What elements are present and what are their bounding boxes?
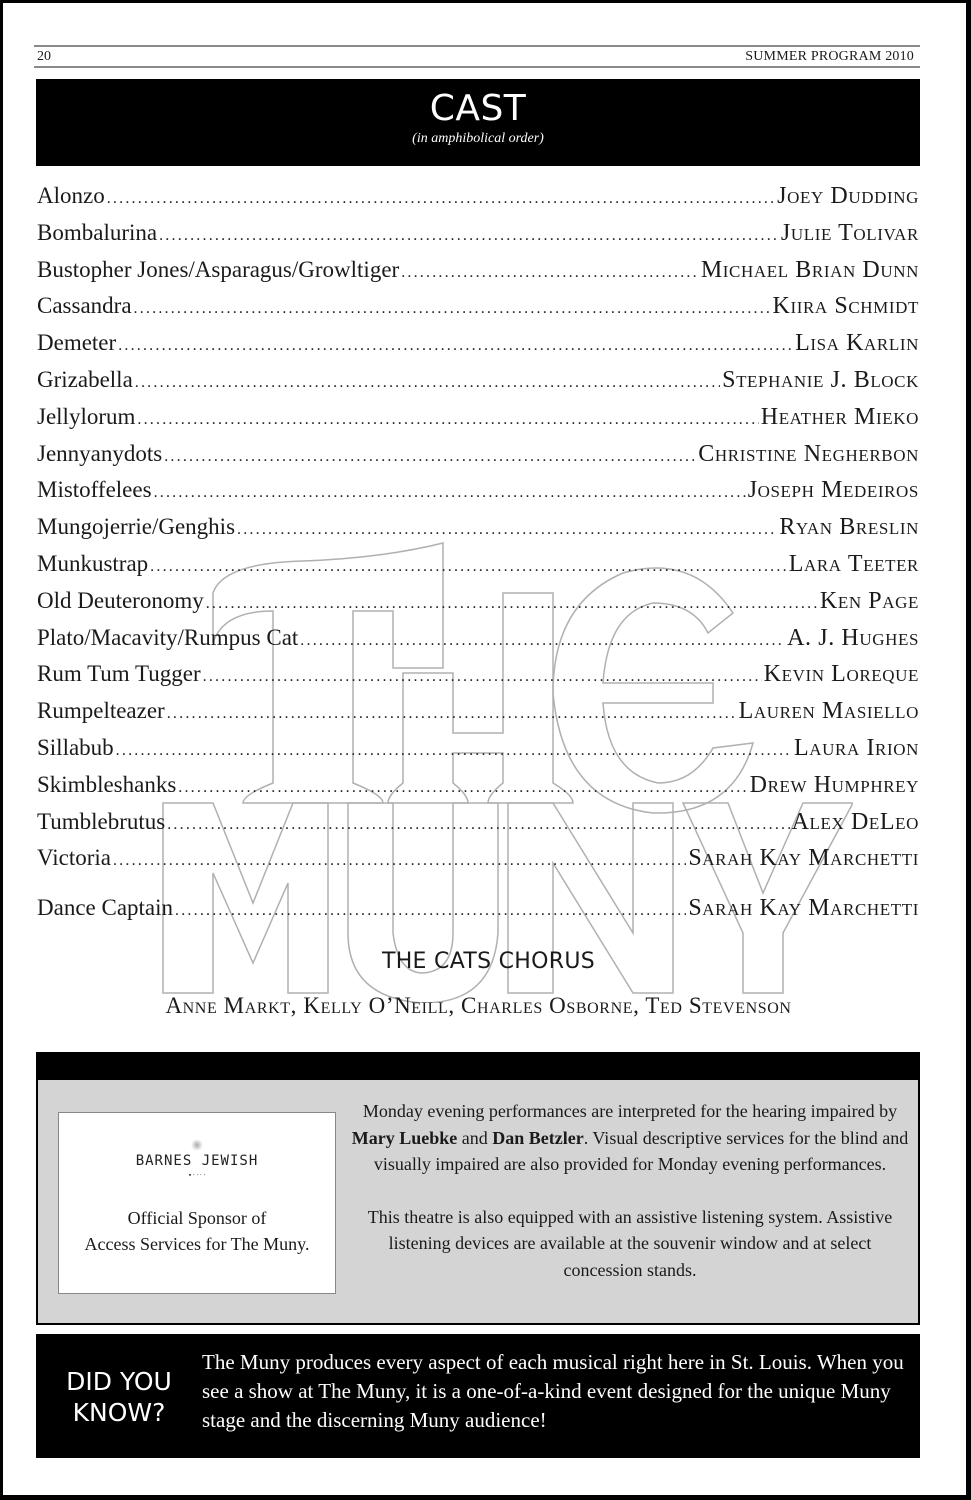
cast-list	[37, 178, 919, 927]
actor-name: Lisa Karlin	[795, 330, 919, 357]
dot-leader	[107, 181, 775, 217]
interpreter-name: Dan Betzler	[492, 1127, 584, 1148]
cast-row	[37, 509, 919, 546]
actor-name: Sarah Kay Marchetti	[688, 845, 919, 872]
dot-leader	[206, 586, 818, 622]
dot-leader	[137, 402, 758, 438]
actor-name: Joseph Medeiros	[747, 477, 919, 504]
cast-row	[37, 730, 919, 767]
dot-leader	[300, 623, 785, 659]
access-header-bar	[38, 1054, 918, 1080]
actor-name: Kevin Loreque	[763, 661, 919, 688]
actor-name: Ryan Breslin	[779, 514, 919, 541]
sponsor-line-1: Official Sponsor of	[127, 1208, 267, 1228]
role-name: Dance Captain	[37, 895, 174, 921]
role-name: Grizabella	[37, 366, 133, 392]
role-name: Plato/Macavity/Rumpus Cat	[37, 624, 299, 650]
actor-name: A. J. Hughes	[787, 624, 919, 651]
actor-name: Laura Irion	[794, 734, 919, 761]
cast-row	[37, 583, 919, 620]
did-you-know-label	[54, 1366, 184, 1428]
dot-leader	[203, 659, 762, 695]
cast-row	[37, 656, 919, 693]
chorus-names: Anne Markt, Kelly O’Neill, Charles Osborne, Ted Stevenson	[165, 993, 792, 1018]
dot-leader	[150, 549, 787, 585]
did-you-know-box	[36, 1334, 920, 1458]
access-info	[350, 1098, 910, 1283]
dot-leader	[116, 733, 792, 769]
actor-name: Lauren Masiello	[738, 698, 919, 725]
actor-name: Heather Mieko	[760, 403, 919, 430]
actor-name: Lara Teeter	[788, 550, 919, 577]
role-name: Bustopher Jones/Asparagus/Growltiger	[37, 256, 400, 282]
dot-leader	[154, 475, 746, 511]
role-name: Jellylorum	[37, 403, 136, 429]
page-number: 20	[37, 49, 51, 64]
actor-name: Ken Page	[819, 587, 919, 614]
cast-row	[37, 252, 919, 289]
cast-subheading: (in amphibolical order)	[412, 131, 544, 146]
chorus-heading: THE CATS CHORUS	[381, 949, 596, 974]
role-name: Rumpelteazer	[37, 698, 165, 724]
role-name: Mungojerrie/Genghis	[37, 514, 236, 540]
dot-leader	[401, 255, 699, 291]
role-name: Alonzo	[37, 183, 105, 208]
role-name: Jennyanydots	[37, 440, 163, 466]
sponsor-logo-tagline: ▪ ∙ ∙ ∙ ∙	[188, 1171, 206, 1179]
access-text-segment: . Visual descriptive services for the blind and visually impaired are also provided for Monday evening performances.	[373, 1127, 909, 1174]
cast-row	[37, 288, 919, 325]
did-you-know-line-1: DID YOU	[66, 1367, 172, 1396]
role-name: Mistoffelees	[37, 477, 152, 503]
header-rule-top	[34, 45, 920, 47]
header-rule-bottom	[34, 66, 920, 68]
access-paragraph-1	[350, 1098, 910, 1178]
actor-name: Sarah Kay Marchetti	[688, 895, 919, 922]
cast-row	[37, 325, 919, 362]
dot-leader	[175, 893, 686, 929]
interpreter-name: Mary Luebke	[351, 1127, 458, 1148]
cast-banner	[36, 79, 920, 166]
dot-leader	[113, 843, 686, 879]
role-name: Demeter	[37, 330, 117, 356]
access-text-segment: Monday evening performances are interpreted for the hearing impaired by	[362, 1101, 898, 1121]
role-name: Bombalurina	[37, 219, 158, 245]
access-paragraph-2: This theatre is also equipped with an assistive listening system. Assistive listening devices are available at the souvenir window and at select concession stands.	[367, 1206, 893, 1280]
role-name: Rum Tum Tugger	[37, 661, 201, 687]
role-name: Sillabub	[37, 734, 114, 760]
actor-name: Drew Humphrey	[749, 771, 919, 798]
actor-name: Stephanie J. Block	[722, 366, 919, 393]
publication-title: SUMMER PROGRAM 2010	[745, 49, 914, 64]
cast-row	[37, 178, 919, 215]
cast-row	[37, 472, 919, 509]
sponsor-text	[59, 1205, 335, 1257]
cast-row	[37, 767, 919, 804]
cast-row	[37, 693, 919, 730]
actor-name: Kiira Schmidt	[772, 293, 919, 320]
did-you-know-line-2: KNOW?	[72, 1398, 166, 1427]
access-services-box	[36, 1052, 920, 1325]
cast-row	[37, 399, 919, 436]
role-name: Old Deuteronomy	[37, 587, 204, 613]
cast-row	[37, 620, 919, 657]
sponsor-line-2: Access Services for The Muny.	[84, 1234, 310, 1254]
actor-name: Julie Tolivar	[780, 219, 919, 246]
dot-leader	[164, 439, 696, 475]
sponsor-logo-wordmark: BARNES JEWISH	[135, 1153, 259, 1169]
role-name: Cassandra	[37, 293, 132, 319]
access-text-segment: and	[457, 1127, 493, 1148]
cast-row	[37, 362, 919, 399]
actor-name: Michael Brian Dunn	[700, 256, 919, 283]
dot-leader	[135, 365, 720, 401]
dot-leader	[178, 770, 747, 806]
program-page	[3, 3, 966, 1495]
role-name: Skimbleshanks	[37, 771, 177, 797]
dot-leader	[167, 696, 737, 732]
dance-captain-row	[37, 890, 919, 927]
actor-name: Alex DeLeo	[791, 808, 919, 835]
cast-row	[37, 436, 919, 473]
dot-leader	[134, 291, 771, 327]
cast-row	[37, 546, 919, 583]
role-name: Munkustrap	[37, 550, 149, 576]
dot-leader	[167, 807, 789, 843]
sponsor-logo	[122, 1139, 272, 1195]
did-you-know-text: The Muny produces every aspect of each musical right here in St. Louis. When you see a show at The Muny, it is a one-of-a-kind event designed for the unique Muny stage and the discerning Muny audience!	[202, 1350, 904, 1432]
role-name: Tumblebrutus	[37, 808, 166, 834]
cast-row	[37, 215, 919, 252]
cast-row	[37, 840, 919, 877]
cast-row	[37, 804, 919, 841]
sponsor-card	[58, 1112, 336, 1294]
role-name: Victoria	[37, 845, 111, 871]
sponsor-logo-sun-icon	[191, 1139, 203, 1151]
actor-name: Joey Dudding	[777, 183, 919, 209]
cast-heading: CAST	[429, 88, 527, 129]
dot-leader	[237, 512, 777, 548]
dot-leader	[118, 328, 793, 364]
actor-name: Christine Negherbon	[698, 440, 919, 467]
dot-leader	[159, 218, 779, 254]
